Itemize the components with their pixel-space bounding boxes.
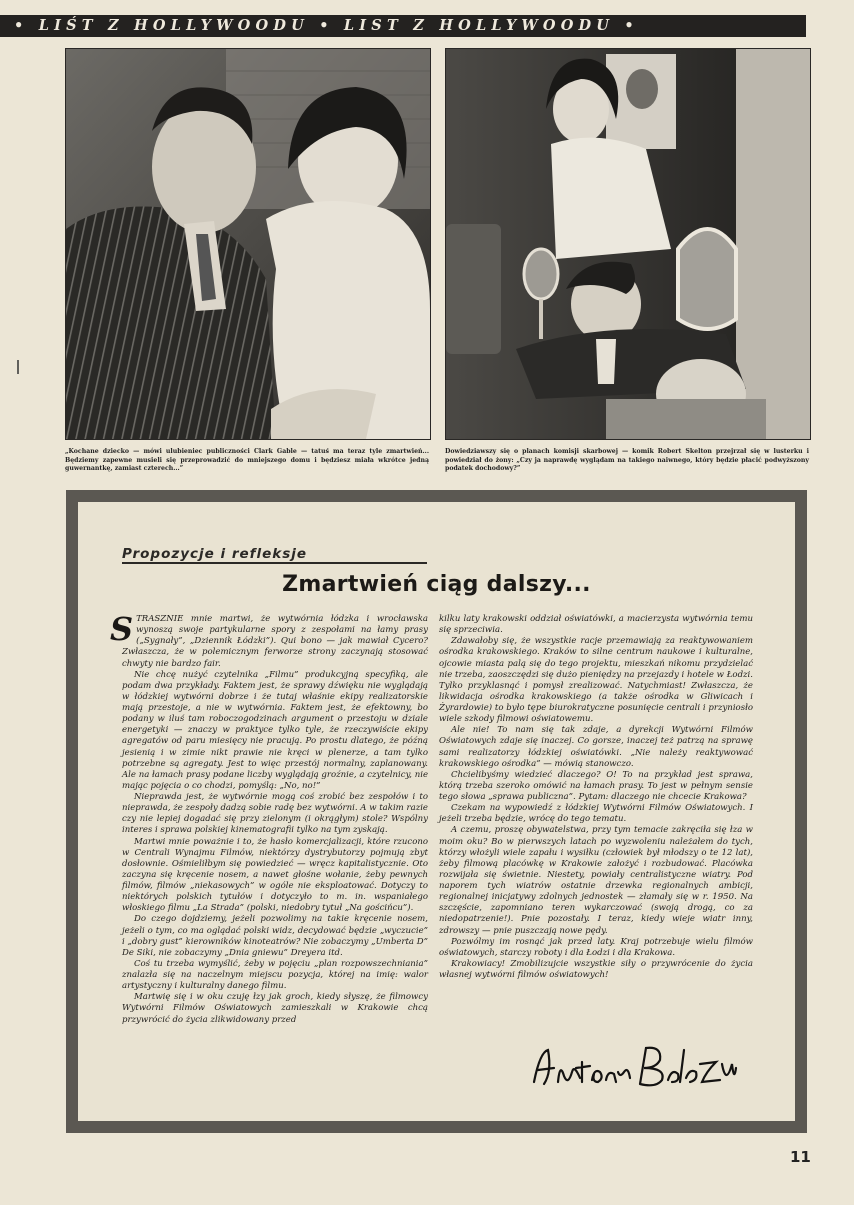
article-panel — [78, 502, 795, 1121]
photo-caption-right: Dowiedziawszy się o planach komisji skarbowej — komik Robert Skelton przejrzał się w lusterku i powiedział do żony: „Czy ja naprawdę wyglądam na takiego naiwnego, który będzie płacić podwyższony podatek dochodowy?” — [445, 448, 809, 473]
author-signature — [530, 1042, 740, 1092]
photo-clark-gable — [65, 48, 431, 440]
paragraph: Pozwólmy im rosnąć jak przed laty. Kraj potrzebuje wielu filmów oświatowych, starczy roboty i dla Łodzi i dla Krakowa. — [439, 936, 753, 958]
section-rubric: Propozycje i refleksje — [122, 546, 308, 562]
paragraph: Krakowiacy! Zmobilizujcie wszystkie siły o przywrócenie do życia własnej wytwórni filmów oświatowych! — [439, 958, 753, 980]
drop-cap: S — [110, 610, 134, 648]
paragraph: Chcielibyśmy wiedzieć dlaczego? O! To na przykład jest sprawa, którą trzeba szeroko omówić na łamach prasy. To jest w pełnym sensie tego słowa „sprawa publiczna”. Pytam: dlaczego nie chcecie Krakowa? — [439, 769, 753, 802]
paragraph: A czemu, proszę obywatelstwa, przy tym temacie zakręciła się łza w moim oku? Bo w pierwszych latach po wyzwoleniu należałem do tych, którzy włożyli wiele zapału i wysiłku (człowiek był młodszy o te 12 lat), żeby filmową placówkę w Krakowie założyć i rozbudować. Placówka rozwijała się świetnie. Niestety, powiały centralistyczne wiatry. Pod naporem tych wiatrów ostatnie drzewka regionalnych ambicji, regionalnej inicjatywy zdolnych jednostek — złamały się w r. 1950. Na szczęście, zapomniano teren wykarczować (swoją drogą, co za niedopatrzenie!). Pnie pozostały. I teraz, kiedy wieje wiatr inny, zdrowszy — pnie puszczają nowe pędy. — [439, 825, 753, 936]
photo-robert-skelton — [445, 48, 811, 440]
paragraph: kilku laty krakowski oddział oświatówki, a macierzysta wytwórnia temu się sprzeciwia. — [439, 614, 753, 636]
article-column-left — [110, 610, 428, 1026]
photo-caption-left: „Kochane dziecko — mówi ulubieniec publiczności Clark Gable — tatuś ma teraz tyle zmartwień... Będziemy zapewne musieli się przeprowadzić do mniejszego domu i będziesz miała wkrótce jedną guwernantkę, zamiast czterech...” — [65, 448, 429, 473]
paragraph: TRASZNIE mnie martwi, że wytwórnia łódzka i wrocławska wynoszą swoje partykularne spory z zespołami na łamy prasy („Sygnały”, „Dziennik Łódzki”). Qui bono — jak mawiał Cycero? Zwłaszcza, że w polemicznym ferworze strony zaczynają stosować chwyty nie bardzo fair. — [122, 614, 428, 669]
paragraph: Do czego dojdziemy, jeżeli pozwolimy na takie kręcenie nosem, jeżeli o tym, co ma oglądać polski widz, decydować będzie „wyczucie” i „dobry gust” kierowników kinoteatrów? Nie zobaczymy „Umberta D” De Siki, nie zobaczymy „Dnia gniewu” Dreyera itd. — [122, 914, 428, 958]
photo-right-image — [446, 49, 810, 439]
article-column-right — [439, 614, 753, 981]
paragraph: Martwię się i w oku czuję łzy jak groch, kiedy słyszę, że filmowcy Wytwórni Filmów Oświatowych zamieszkali w Krakowie chcą przywrócić do życia zlikwidowany przed — [122, 992, 428, 1025]
page-number: 11 — [790, 1148, 811, 1166]
paragraph: Czekam na wypowiedź z łódzkiej Wytwórni Filmów Oświatowych. I jeżeli trzeba będzie, wrócę do tego tematu. — [439, 803, 753, 825]
paragraph: Coś tu trzeba wymyślić, żeby w pojęciu „plan rozpowszechniania” znalazła się na naczelnym miejscu pozycja, której na imię: walor artystyczny i kulturalny danego filmu. — [122, 958, 428, 992]
rubric-underline — [122, 562, 427, 564]
paragraph: Ale nie! To nam się tak zdaje, a dyrekcji Wytwórni Filmów Oświatowych zdaje się inaczej. Co gorsze, inaczej też patrzą na sprawę sami realizatorzy łódzkiej oświatówki. „Nie należy reaktywować krakowskiego ośrodka” — mówią stanowczo. — [439, 725, 753, 769]
paragraph: Nieprawda jest, że wytwórnie mogą coś zrobić bez zespołów i to nieprawda, że zespoły dadzą sobie radę bez wytwórni. A w takim razie czy nie lepiej dogadać się przy zielonym (i okrągłym) stole? Wspólny interes i sprawa polskiej kinematografii tylko na tym zyskają. — [122, 792, 428, 836]
article-frame — [66, 490, 807, 1133]
header-banner: • LIŚT Z HOLLYWOODU • LIST Z HOLLYWOODU • — [0, 15, 806, 37]
margin-mark — [16, 360, 20, 374]
paragraph: Martwi mnie poważnie i to, że hasło komercjalizacji, które rzucono w Centrali Wynajmu Filmów, niektórzy dystrybutorzy pojmują zbyt dosłownie. Ośmieliłbym się powiedzieć — wręcz kapitalistycznie. Oto zaczyna się kręcenie nosem, a nawet głośne wołanie, żeby pewnych filmów, filmów „niekasowych” w ogóle nie eksploatować. Dotyczy to niektórych polskich tytułów i dotyczyło to m. in. wspaniałego włoskiego filmu „La Strada” (polski, niedobry tytuł „Na gościńcu”). — [122, 836, 428, 914]
paragraph: Nie chcę nużyć czytelnika „Filmu” produkcyjną specyfiką, ale podam dwa przykłady. Faktem jest, że sprawy dźwięku nie wyglądają w łódzkiej wytwórni dobrze i że tutaj właśnie ekipy realizatorskie mają przestoje, a nie w wytwórnia. Faktem jest, że efektowny, bo podany w iluś tam roboczogodzinach argument o przestoju w dziale energetyki — znaczy w praktyce tylko tyle, że rzeczywiście ekipy agregatów od paru miesięcy nie pracują. Po prostu dlatego, że późną jesienią i w zimie nikt prawie nie kręci w plenerze, a tam tylko potrzebne są agregaty. Jest to więc przestój normalny, zaplanowany. Ale na łamach prasy podane liczby wyglądają groźnie, a czytelnicy, nie mając pojęcia o co chodzi, pomyślą: „No, no!” — [122, 669, 428, 791]
photo-left-image — [66, 49, 430, 439]
paragraph: Zdawałoby się, że wszystkie racje przemawiają za reaktywowaniem ośrodka krakowskiego. Kraków to silne centrum naukowe i kulturalne, ojcowie miasta palą się do tego projektu, mieszkań nikomu przydzielać nie trzeba, zaoszczędzi się dużo pieniędzy na przejazdy i hotele w Łodzi. Tylko przyklasnąć i pomysł zrealizować. Natychmiast! Zwłaszcza, że likwidacja ośrodka krakowskiego (a także ośrodka w Gliwicach i Żyrardowie) to było tępe biurokratyczne posunięcie centrali i przyniosło wiele szkody filmowi oświatowemu. — [439, 636, 753, 725]
article-headline: Zmartwień ciąg dalszy... — [282, 572, 591, 597]
